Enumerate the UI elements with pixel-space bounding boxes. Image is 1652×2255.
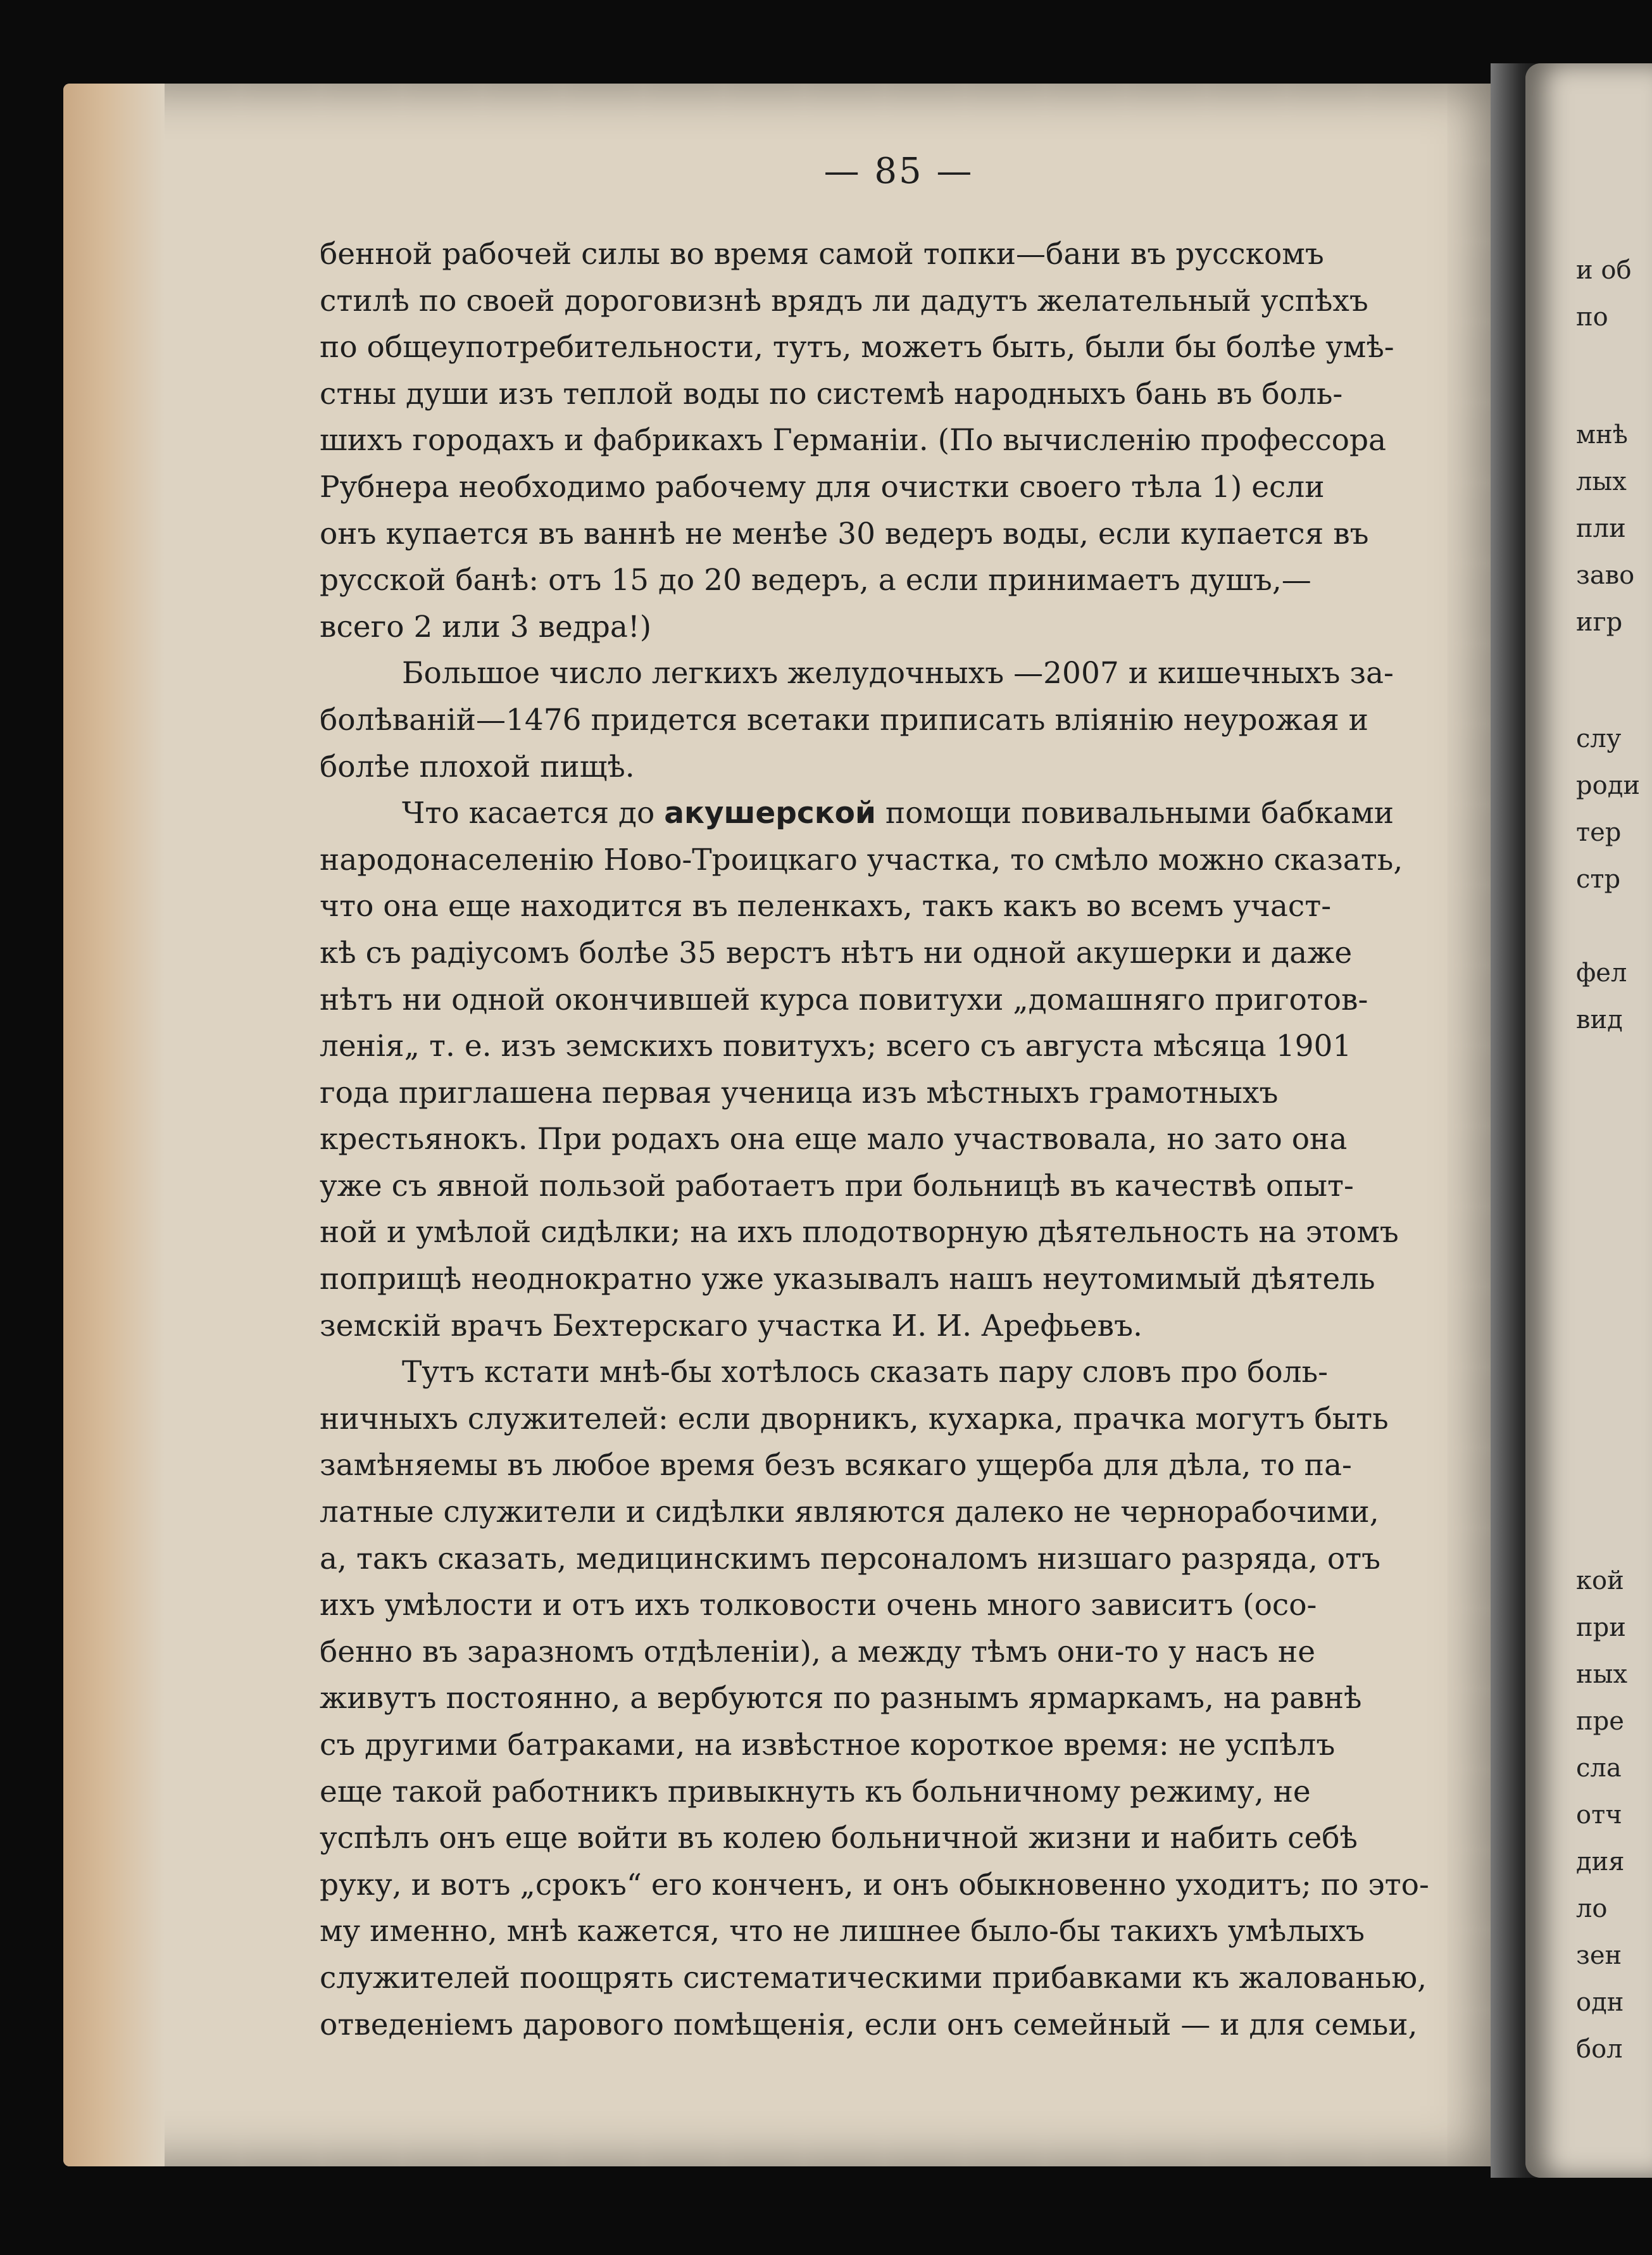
- text-line: болѣваній—1476 придется всетаки приписать вліянію неурожая и: [320, 702, 1369, 738]
- text-line: крестьянокъ. При родахъ она еще мало участвовала, но зато она: [320, 1122, 1348, 1157]
- text-line: нѣтъ ни одной окончившей курса повитухи „домашняго приготов-: [320, 982, 1368, 1017]
- text-line: [320, 790, 1478, 837]
- fragment: пре: [1576, 1707, 1624, 1736]
- text-line: ихъ умѣлости и отъ ихъ толковости очень много зависитъ (осо-: [320, 1588, 1317, 1623]
- text-line: бенно въ заразномъ отдѣленіи), а между тѣмъ они-то у насъ не: [320, 1634, 1316, 1669]
- page-edge: [63, 84, 165, 2166]
- fragment: заво: [1576, 561, 1635, 590]
- text-line: всего 2 или 3 ведра!): [320, 609, 652, 644]
- emphasized-word: акушерской: [664, 796, 876, 831]
- text-line: Рубнера необходимо рабочему для очистки своего тѣла 1) если: [320, 469, 1325, 505]
- fragment: ных: [1576, 1660, 1628, 1689]
- fragment: вид: [1576, 1005, 1623, 1034]
- text-line: еще такой работникъ привыкнуть къ больничному режиму, не: [320, 1774, 1311, 1809]
- text-line: а, такъ сказать, медицинскимъ персоналомъ низшаго разряда, отъ: [320, 1541, 1381, 1576]
- fragment: при: [1576, 1613, 1626, 1642]
- text-line: русской банѣ: отъ 15 до 20 ведеръ, а если принимаетъ душъ,—: [320, 563, 1311, 598]
- body-text: [320, 231, 1478, 2048]
- text-line: что она еще находится въ пеленкахъ, такъ какъ во всемъ участ-: [320, 889, 1332, 924]
- text-line: Тутъ кстати мнѣ-бы хотѣлось сказать пару словъ про боль-: [402, 1355, 1329, 1390]
- text-line: ленія„ т. е. изъ земскихъ повитухъ; всего съ августа мѣсяца 1901: [320, 1029, 1352, 1064]
- text-line: года приглашена первая ученица изъ мѣстныхъ грамотныхъ: [320, 1075, 1279, 1110]
- paragraph: [320, 231, 1478, 650]
- text-line: стилѣ по своей дороговизнѣ врядъ ли дадутъ желательный успѣхъ: [320, 283, 1368, 318]
- fragment: бол: [1576, 2035, 1623, 2064]
- fragment: кой: [1576, 1566, 1624, 1595]
- paragraph: [320, 790, 1478, 1349]
- text-line: шихъ городахъ и фабрикахъ Германіи. (По вычисленію профессора: [320, 423, 1387, 458]
- text-line: ничныхъ служителей: если дворникъ, кухарка, прачка могутъ быть: [320, 1401, 1389, 1436]
- text-fragment: Что касается до: [402, 796, 655, 831]
- fragment: лых: [1576, 467, 1627, 496]
- fragment: дия: [1576, 1847, 1625, 1876]
- fragment: мнѣ: [1576, 420, 1628, 449]
- text-line: земскій врачъ Бехтерскаго участка И. И. Арефьевъ.: [320, 1308, 1142, 1343]
- text-line: отведеніемъ дарового помѣщенія, если онъ семейный — и для семьи,: [320, 2007, 1418, 2042]
- text-line: стны души изъ теплой воды по системѣ народныхъ бань въ боль-: [320, 376, 1343, 411]
- text-line: уже съ явной пользой работаетъ при больницѣ въ качествѣ опыт-: [320, 1168, 1354, 1203]
- text-line: руку, и вотъ „срокъ“ его конченъ, и онъ обыкновенно уходитъ; по это-: [320, 1867, 1429, 1902]
- fragment: ло: [1576, 1894, 1608, 1923]
- text-line: живутъ постоянно, а вербуются по разнымъ ярмаркамъ, на равнѣ: [320, 1681, 1362, 1716]
- text-fragment: помощи повивальными бабками: [885, 796, 1394, 831]
- fragment: по: [1576, 303, 1608, 332]
- paragraph: [320, 650, 1478, 790]
- text-line: съ другими батраками, на извѣстное короткое время: не успѣлъ: [320, 1728, 1336, 1762]
- fragment: сла: [1576, 1754, 1622, 1783]
- text-line: народонаселенію Ново-Троицкаго участка, то смѣло можно сказать,: [320, 842, 1403, 877]
- fragment: слу: [1576, 724, 1622, 753]
- paragraph: [320, 1349, 1478, 2048]
- fragment: пли: [1576, 514, 1626, 543]
- text-line: успѣлъ онъ еще войти въ колею больничной жизни и набить себѣ: [320, 1821, 1358, 1856]
- text-line: кѣ съ радіусомъ болѣе 35 верстъ нѣтъ ни одной акушерки и даже: [320, 935, 1353, 970]
- text-line: замѣняемы въ любое время безъ всякаго ущерба для дѣла, то па-: [320, 1448, 1352, 1483]
- text-line: бенной рабочей силы во время самой топки—бани въ русскомъ: [320, 237, 1324, 272]
- text-line: ной и умѣлой сидѣлки; на ихъ плодотворную дѣятельность на этомъ: [320, 1215, 1399, 1250]
- text-line: латные служители и сидѣлки являются далеко не чернорабочими,: [320, 1495, 1379, 1530]
- text-line: поприщѣ неоднократно уже указывалъ нашъ неутомимый дѣятель: [320, 1262, 1375, 1297]
- fragment: отч: [1576, 1800, 1622, 1830]
- fragment: и об: [1576, 256, 1632, 285]
- fragment: фел: [1576, 958, 1627, 988]
- fragment: роди: [1576, 771, 1640, 800]
- text-line: онъ купается въ ваннѣ не менѣе 30 ведеръ воды, если купается въ: [320, 516, 1369, 551]
- text-line: служителей поощрять систематическими прибавками къ жалованью,: [320, 1960, 1427, 1995]
- text-line: болѣе плохой пищѣ.: [320, 749, 635, 784]
- fragment: тер: [1576, 818, 1622, 847]
- fragment: зен: [1576, 1941, 1622, 1970]
- text-line: Большое число легкихъ желудочныхъ —2007 и кишечныхъ за-: [402, 656, 1394, 691]
- text-line: по общеупотребительности, тутъ, можетъ быть, были бы болѣе умѣ-: [320, 330, 1394, 365]
- fragment: стр: [1576, 865, 1621, 894]
- fragment: игр: [1576, 608, 1623, 637]
- text-line: му именно, мнѣ кажется, что не лишнее было-бы такихъ умѣлыхъ: [320, 1914, 1365, 1949]
- fragment: одн: [1576, 1988, 1624, 2017]
- page-number: — 85 —: [823, 151, 974, 192]
